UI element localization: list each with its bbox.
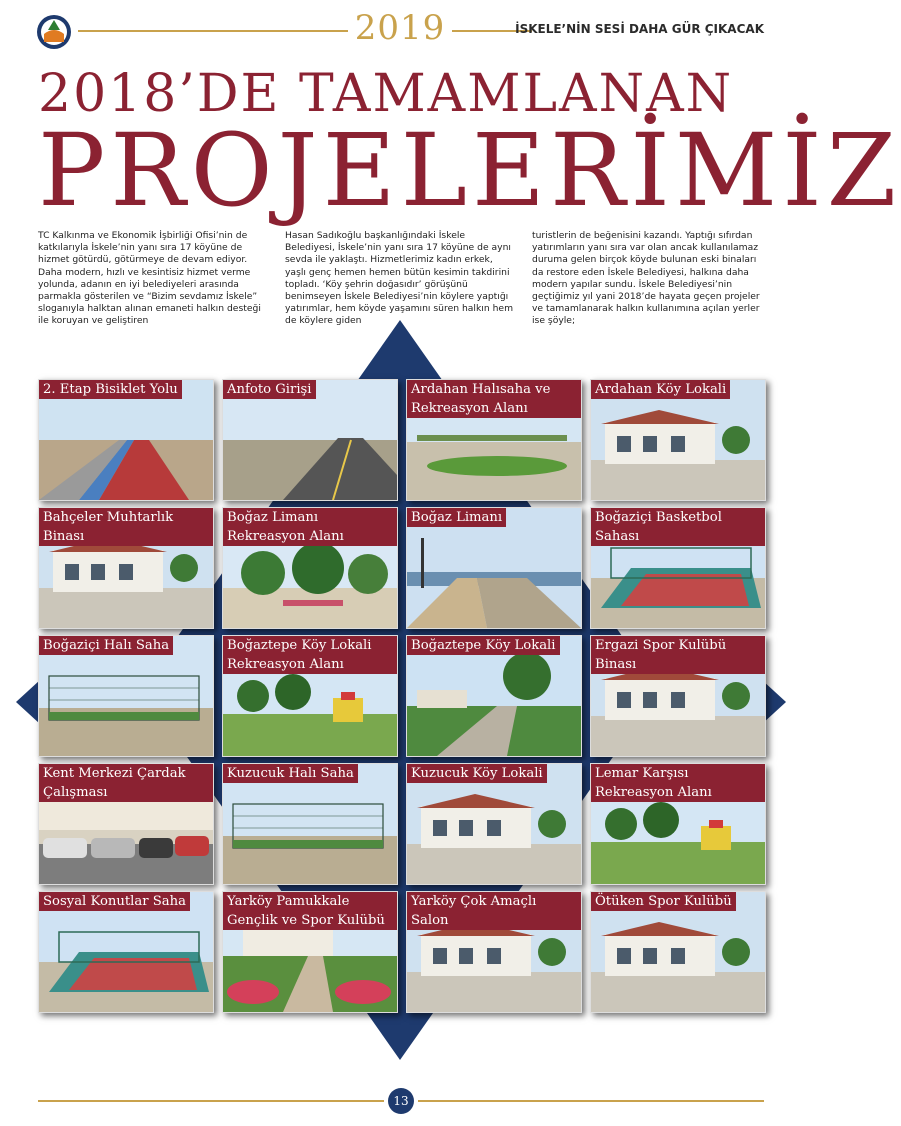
project-card bbox=[222, 763, 398, 885]
header-year: 2019 bbox=[354, 8, 446, 48]
project-card bbox=[38, 379, 214, 501]
project-label: Ergazi Spor Kulübü Binası bbox=[591, 636, 765, 674]
project-card bbox=[222, 635, 398, 757]
projects-grid bbox=[38, 379, 766, 1019]
project-label: Boğaziçi Halı Saha bbox=[39, 636, 173, 655]
project-label: Kuzucuk Köy Lokali bbox=[407, 764, 547, 783]
project-card bbox=[38, 507, 214, 629]
page-number: 13 bbox=[388, 1088, 414, 1114]
project-card bbox=[406, 763, 582, 885]
project-card bbox=[38, 635, 214, 757]
project-label: Ötüken Spor Kulübü bbox=[591, 892, 736, 911]
project-label: Boğaztepe Köy Lokali Rekreasyon Alanı bbox=[223, 636, 397, 674]
project-label: Ardahan Halısaha ve Rekreasyon Alanı bbox=[407, 380, 581, 418]
page-title-line1: 2018’DE TAMAMLANAN bbox=[38, 64, 734, 124]
project-card bbox=[590, 763, 766, 885]
project-label: Anfoto Girişi bbox=[223, 380, 316, 399]
project-card bbox=[222, 891, 398, 1013]
header-slogan: İSKELE’NİN SESİ DAHA GÜR ÇIKACAK bbox=[515, 22, 764, 36]
project-label: Boğaz Limanı Rekreasyon Alanı bbox=[223, 508, 397, 546]
project-label: Bahçeler Muhtarlık Binası bbox=[39, 508, 213, 546]
intro-column-2: Hasan Sadıkoğlu başkanlığındaki İskele Belediyesi, İskele’nin yanı sıra 17 köyüne de aynı sevda ile yaklaştı. Hizmetlerimiz kadın erkek, yaşlı genç hemen hemen bütün kesimin takdirini topladı. ‘Köy şehrin doğasıdır’ görüşünü benimseyen İskele Belediyesi’nin köylere yaptığı yatırımlar, hem köyde yaşamını süren halkın hem de köylere giden bbox=[285, 230, 514, 327]
project-card bbox=[222, 507, 398, 629]
project-card bbox=[590, 379, 766, 501]
project-card bbox=[406, 891, 582, 1013]
intro-column-1: TC Kalkınma ve Ekonomik İşbirliği Ofisi’nin de katkılarıyla İskele’nin yanı sıra 17 köyüne de hizmet götürdü, götürmeye de devam ediyor. Daha modern, hızlı ve kesintisiz hizmet verme yolunda, adanın en iyi belediyeleri arasında parmakla gösterilen ve “Bizim sevdamız İskele” sloganıyla halktan alınan emaneti halkın desteği ile koruyan ve geliştiren bbox=[38, 230, 261, 327]
intro-column-3: turistlerin de beğenisini kazandı. Yaptığı sıfırdan yatırımların yanı sıra var olan ancak kullanılamaz duruma gelen birçok köyde bulunan eski binaları da restore eden İskele Belediyesi, halkına daha modern yapılar sundu. İskele Belediyesi’nin geçtiğimiz yıl yani 2018’de hayata geçen projeler ve tamamlanarak halkın kullanımına açılan yerler ise şöyle; bbox=[532, 230, 760, 327]
footer-rule-right bbox=[418, 1100, 764, 1102]
left-arrow-decoration bbox=[16, 680, 40, 724]
project-label: Boğaztepe Köy Lokali bbox=[407, 636, 560, 655]
page-title-line2: PROJELERİMİZ bbox=[38, 112, 901, 229]
footer-rule-left bbox=[38, 1100, 384, 1102]
project-label: Ardahan Köy Lokali bbox=[591, 380, 730, 399]
project-label: 2. Etap Bisiklet Yolu bbox=[39, 380, 182, 399]
project-label: Lemar Karşısı Rekreasyon Alanı bbox=[591, 764, 765, 802]
project-label: Sosyal Konutlar Saha bbox=[39, 892, 190, 911]
project-label: Yarköy Pamukkale Gençlik ve Spor Kulübü bbox=[223, 892, 397, 930]
header-rule-left bbox=[78, 30, 348, 32]
project-label: Boğaziçi Basketbol Sahası bbox=[591, 508, 765, 546]
project-label: Yarköy Çok Amaçlı Salon bbox=[407, 892, 581, 930]
municipality-logo bbox=[36, 12, 72, 52]
project-card bbox=[590, 507, 766, 629]
project-card bbox=[406, 507, 582, 629]
project-card bbox=[38, 891, 214, 1013]
project-label: Boğaz Limanı bbox=[407, 508, 506, 527]
project-card bbox=[590, 635, 766, 757]
project-card bbox=[38, 763, 214, 885]
project-label: Kuzucuk Halı Saha bbox=[223, 764, 358, 783]
project-card bbox=[406, 635, 582, 757]
project-card bbox=[590, 891, 766, 1013]
project-label: Kent Merkezi Çardak Çalışması bbox=[39, 764, 213, 802]
project-card bbox=[406, 379, 582, 501]
project-card bbox=[222, 379, 398, 501]
